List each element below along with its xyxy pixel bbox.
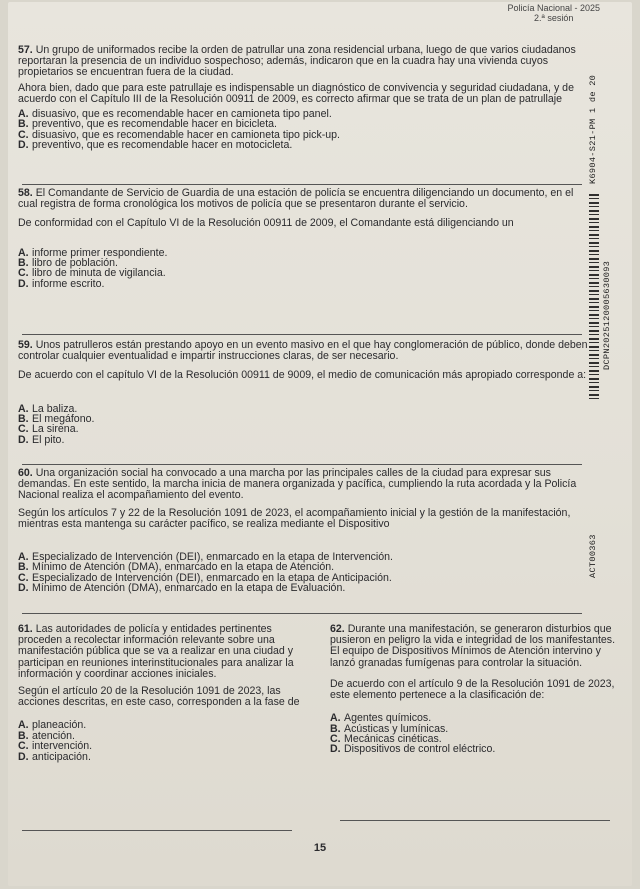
option-d[interactable]: D. anticipación.	[18, 750, 91, 763]
exam-title: Policía Nacional - 2025	[507, 3, 600, 13]
side-code-middle: DCPN2025120005630093	[602, 260, 612, 370]
session-label: 2.ª sesión	[534, 13, 574, 23]
question-number: 59.	[18, 339, 33, 351]
divider	[22, 184, 582, 185]
divider	[22, 464, 582, 465]
divider	[340, 820, 610, 821]
divider	[22, 334, 582, 335]
barcode-graphic	[589, 194, 599, 400]
option-c[interactable]: C. libro de minuta de vigilancia.	[18, 267, 166, 280]
option-b[interactable]: B. atención.	[18, 729, 75, 742]
question-number: 62.	[330, 623, 345, 635]
option-d[interactable]: D. El pito.	[18, 433, 65, 446]
page-header	[507, 3, 600, 23]
question-stem: Unos patrulleros están prestando apoyo en un evento masivo en el que hay conglomeración de público, donde deben controlar cualquier eventualidad e impartir instrucciones claras, de ser necesario.	[18, 339, 588, 363]
page-number: 15	[313, 842, 327, 854]
question-62	[330, 624, 622, 755]
option-d[interactable]: D. Mínimo de Atención (DMA), enmarcado en la etapa de Evaluación.	[18, 582, 346, 595]
option-c[interactable]: C. La sirena.	[18, 423, 79, 436]
question-prompt: Ahora bien, dado que para este patrullaje es indispensable un diagnóstico de convivencia y seguridad ciudadana, y de acuerdo con el Capítulo III de la Resolución 00911 de 2009, es correcto afirmar que se trata de un plan de patrullaje	[18, 81, 574, 105]
option-a[interactable]: A. La baliza.	[18, 402, 78, 415]
option-a[interactable]: A. planeación.	[18, 719, 87, 732]
side-code-bottom: ACT00363	[588, 534, 598, 578]
option-a[interactable]: A. Especializado de Intervención (DEI), enmarcado en la etapa de Intervención.	[18, 551, 393, 564]
option-d[interactable]: D. informe escrito.	[18, 277, 105, 290]
question-number: 60.	[18, 467, 33, 479]
question-number: 58.	[18, 187, 33, 199]
question-59	[18, 340, 588, 445]
question-prompt: De conformidad con el Capítulo VI de la Resolución 00911 de 2009, el Comandante está diligenciando un	[18, 217, 514, 230]
question-number: 57.	[18, 44, 33, 56]
question-stem: Durante una manifestación, se generaron disturbios que pusieron en peligro la vida e integridad de los manifestantes. El equipo de Dispositivos Mínimos de Atención intervino y lanzó granadas fumígenas para controlar la situación.	[330, 623, 616, 669]
option-c[interactable]: C. Mecánicas cinéticas.	[330, 733, 442, 746]
option-a[interactable]: A. informe primer respondiente.	[18, 246, 168, 259]
question-stem: Un grupo de uniformados recibe la orden de patrullar una zona residencial urbana, luego de que varios ciudadanos reportaran la presencia de un individuo sospechoso; además, indicaron que en la cuadra hay una vivienda cuyos propietarios se encuentran fuera de la ciudad.	[18, 44, 576, 79]
option-c[interactable]: C. disuasivo, que es recomendable hacer en camioneta tipo pick-up.	[18, 128, 340, 141]
question-58	[18, 188, 588, 289]
question-number: 61.	[18, 623, 33, 635]
question-61	[18, 624, 308, 762]
option-d[interactable]: D. Dispositivos de control eléctrico.	[330, 743, 496, 756]
question-prompt: Según el artículo 20 de la Resolución 1091 de 2023, las acciones descritas, en este caso, corresponden a la fase de	[18, 685, 300, 709]
question-prompt: De acuerdo con el artículo 9 de la Resolución 1091 de 2023, este elemento pertenece a la clasificación de:	[330, 677, 615, 702]
question-60	[18, 468, 603, 594]
question-stem: Las autoridades de policía y entidades pertinentes proceden a recolectar información relevante sobre una manifestación pública que se va a realizar en una ciudad y participan en reuniones interinstitucionales para analizar la información y coordinar acciones iniciales.	[18, 623, 294, 680]
option-c[interactable]: C. intervención.	[18, 740, 93, 753]
divider	[22, 830, 292, 831]
question-stem: El Comandante de Servicio de Guardia de una estación de policía se encuentra diligenciando un documento, en el cual registra de forma cronológica los motivos de policía que se presentaron durante el servicio.	[18, 187, 574, 211]
side-code-top: K6904-S21-PM 1 de 20	[588, 74, 598, 184]
question-prompt: Según los artículos 7 y 22 de la Resolución 1091 de 2023, el acompañamiento inicial y la gestión de la manifestación, mientras esta mantenga su carácter pacífico, se realiza mediante el Dispositivo	[18, 506, 571, 530]
option-b[interactable]: B. libro de población.	[18, 257, 118, 270]
option-d[interactable]: D. preventivo, que es recomendable hacer en motocicleta.	[18, 139, 293, 152]
question-prompt: De acuerdo con el capítulo VI de la Resolución 00911 de 9009, el medio de comunicación más apropiado corresponde a:	[18, 369, 587, 382]
option-c[interactable]: C. Especializado de Intervención (DEI), enmarcado en la etapa de Anticipación.	[18, 571, 392, 584]
question-57	[18, 45, 588, 151]
option-b[interactable]: B. preventivo, que es recomendable hacer en bicicleta.	[18, 118, 277, 131]
option-a[interactable]: A. disuasivo, que es recomendable hacer en camioneta tipo panel.	[18, 108, 332, 121]
option-a[interactable]: A. Agentes químicos.	[330, 712, 432, 725]
option-b[interactable]: B. Acústicas y lumínicas.	[330, 722, 449, 735]
option-b[interactable]: B. El megáfono.	[18, 413, 95, 426]
divider	[22, 613, 582, 614]
option-b[interactable]: B. Mínimo de Atención (DMA), enmarcado en la etapa de Atención.	[18, 561, 335, 574]
question-stem: Una organización social ha convocado a una marcha por las principales calles de la ciudad para expresar sus demandas. En este sentido, la marcha inicia de manera organizada y pacífica, cumpliendo la ruta acordada y la Policía Nacional realiza el acompañamiento del evento.	[18, 467, 577, 502]
